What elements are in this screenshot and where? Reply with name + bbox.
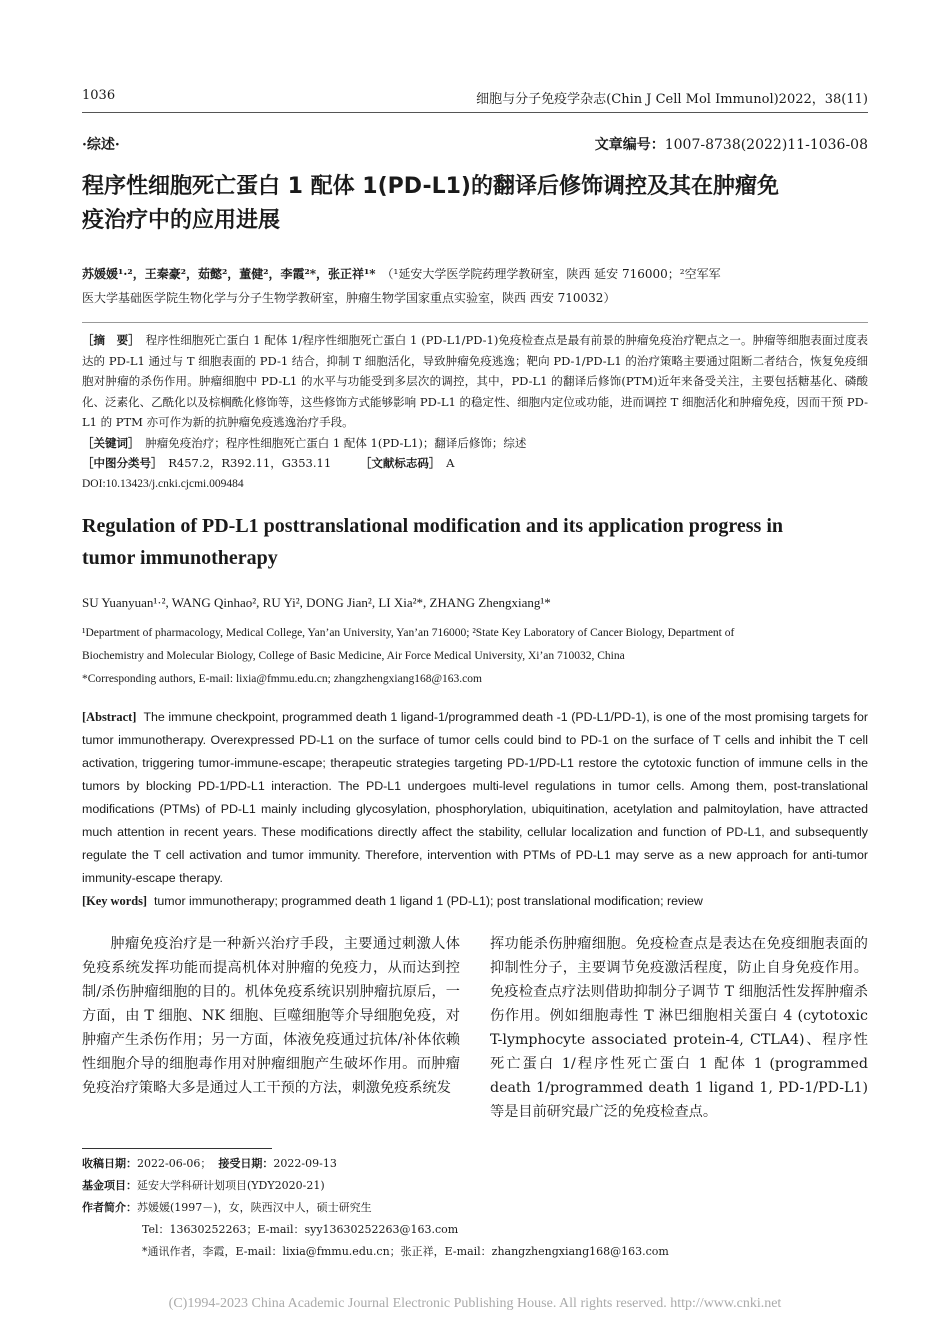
received-label: 收稿日期： <box>82 1157 137 1170</box>
clc-label: ［中图分类号］ <box>82 456 157 470</box>
english-affiliation-line: ¹Department of pharmacology, Medical College, Yan’an University, Yan’an 716000; ²State Key Laboratory of Cancer Biology, Department of <box>82 627 735 639</box>
author-bio-label: 作者简介： <box>82 1201 137 1214</box>
english-affiliation-line: Biochemistry and Molecular Biology, College of Basic Medicine, Air Force Medical University, Xi’an 710032, China <box>82 650 625 662</box>
corresponding-authors: *Corresponding authors, E-mail: lixia@fmmu.edu.cn; zhangzhengxiang168@163.com <box>82 673 482 685</box>
english-authors: SU Yuanyuan¹·², WANG Qinhao², RU Yi², DONG Jian², LI Xia²*, ZHANG Zhengxiang¹* <box>82 595 551 610</box>
fund-label: 基金项目： <box>82 1179 137 1192</box>
footnote-corresponding: *通讯作者，李霞，E-mail：lixia@fmmu.edu.cn；张正祥，E-mail：zhangzhengxiang168@163.com <box>142 1245 669 1258</box>
chinese-affiliation: 医大学基础医学院生物化学与分子生物学教研室，肿瘤生物学国家重点实验室，陕西 西安 710032） <box>82 291 616 305</box>
article-number <box>595 134 868 154</box>
chinese-title-line: 疫治疗中的应用进展 <box>82 208 281 233</box>
footnote-author <box>82 1198 372 1218</box>
english-abstract <box>82 706 868 913</box>
clc-value: R457.2，R392.11，G353.11 <box>168 456 332 470</box>
footnote-contact: Tel：13630252263；E-mail：syy13630252263@163.com <box>142 1223 459 1236</box>
chinese-affiliation: （¹延安大学医学院药理学教研室，陕西 延安 716000；²空军军 <box>387 267 721 281</box>
body-left-column <box>82 932 460 1100</box>
body-paragraph: 肿瘤免疫治疗是一种新兴治疗手段，主要通过刺激人体免疫系统发挥功能而提高机体对肿瘤的免疫力，从而达到控制/杀伤肿瘤细胞的目的。机体免疫系统识别肿瘤抗原后，一方面，由 T 细胞、NK 细胞、巨噬细胞等介导细胞免疫，对肿瘤产生杀伤作用；另一方面，体液免疫通过抗体/补体依赖性细胞介导的细胞毒作用对肿瘤细胞产生破坏作用。而肿瘤免疫治疗策略大多是通过人工干预的方法，刺激免疫系统发 <box>82 936 460 1096</box>
fund-value: 延安大学科研计划项目(YDY2020-21) <box>137 1179 325 1192</box>
section-label: ·综述· <box>82 137 120 153</box>
footnote-dates <box>82 1154 337 1174</box>
chinese-title-line: 程序性细胞死亡蛋白 1 配体 1(PD-L1)的翻译后修饰调控及其在肿瘤免 <box>82 174 779 199</box>
body-right-column <box>490 932 868 1124</box>
english-abstract-text: The immune checkpoint, programmed death 1 ligand-1/programmed death -1 (PD-L1/PD-1), is one of the most promising targets for tumor immunotherapy. Overexpressed PD-L1 on the surface of tumor cells could bind to PD-1 on the surface of T cells and inhibit the T cell activation, triggering tumor-immune-escape; therapeutic strategies targeting PD-1/PD-L1 restore the cytotoxic function of immune cells in the tumors by blocking PD-1/PD-L1 interaction. The PD-L1 undergoes multi-level regulations in tumor cells. Among them, post-translational modifications (PTMs) of PD-L1 mainly including glycosylation, phosphorylation, ubiquitination, acetylation and palmitoylation, have attracted much attention in recent years. These modifications directly affect the stability, cellular localization and function of PD-L1, and subsequently regulate the T cell activation and tumor immunity. Therefore, intervention with PTMs of PD-L1 may serve as a new approach for anti-tumor immunity-escape therapy. <box>82 710 868 885</box>
abstract-label: ［摘 要］ <box>82 333 135 347</box>
abstract-rule <box>82 322 868 323</box>
header-rule <box>82 112 868 113</box>
english-title-line: Regulation of PD-L1 posttranslational modification and its application progress in <box>82 515 783 537</box>
keywords-label: ［关键词］ <box>82 435 134 450</box>
english-keywords-label: [Key words] <box>82 894 148 908</box>
keywords-text: 肿瘤免疫治疗；程序性细胞死亡蛋白 1 配体 1(PD-L1)；翻译后修饰；综述 <box>145 435 527 450</box>
article-number-label: 文章编号： <box>594 137 665 153</box>
english-title <box>82 510 872 574</box>
accepted-label: 接受日期： <box>218 1157 274 1170</box>
journal-header: 细胞与分子免疫学杂志(Chin J Cell Mol Immunol)2022，38(11) <box>476 92 868 107</box>
body-paragraph: 挥功能杀伤肿瘤细胞。免疫检查点是表达在免疫细胞表面的抑制性分子，主要调节免疫激活程度，防止自身免疫作用。免疫检查点疗法则借助抑制分子调节 T 细胞活性发挥肿瘤杀伤作用。例如细胞毒性 T 淋巴细胞相关蛋白 4 (cytotoxic T-lymphocyte associated protein-4, CTLA4)、程序性死亡蛋白 1/程序性死亡蛋白 1 配体 1 (programmed death 1/programmed death 1 ligand 1, PD-1/PD-L1)等是目前研究最广泛的免疫检查点。 <box>490 936 868 1120</box>
english-affiliations <box>82 622 868 691</box>
doccode-value: A <box>446 456 455 470</box>
chinese-authors <box>82 262 868 310</box>
chinese-title <box>82 170 872 238</box>
received-date: 2022-06-06； <box>137 1157 212 1170</box>
abstract-text: 程序性细胞死亡蛋白 1 配体 1/程序性细胞死亡蛋白 1 (PD-L1/PD-1)免疫检查点是最有前景的肿瘤免疫治疗靶点之一。肿瘤等细胞表面过度表达的 PD-L1 通过与 T 细胞表面的 PD-1 结合，抑制 T 细胞活化，导致肿瘤免疫逃逸；靶向 PD-1/PD-L1 的治疗策略主要通过阻断二者结合，恢复免疫细胞对肿瘤的杀伤作用。肿瘤细胞中 PD-L1 的水平与功能受到多层次的调控，其中，PD-L1 的翻译后修饰(PTM)近年来备受关注，主要包括糖基化、磷酸化、泛素化、乙酰化以及棕榈酰化修饰等，这些修饰方式能够影响 PD-L1 的稳定性、细胞内定位或功能，进而调控 T 细胞活化和肿瘤免疫，因而干预 PD-L1 的 PTM 亦可作为新的抗肿瘤免疫逃逸治疗手段。 <box>82 333 869 429</box>
doccode-label: ［文献标志码］ <box>365 456 435 470</box>
chinese-author-names: 苏媛媛¹·²，王秦豪²，茹懿²，董健²，李霞²*，张正祥¹* <box>82 267 376 281</box>
author-bio: 苏媛媛(1997－)，女，陕西汉中人，硕士研究生 <box>137 1201 372 1214</box>
doi: DOI:10.13423/j.cnki.cjcmi.009484 <box>82 477 244 490</box>
english-keywords-text: tumor immunotherapy; programmed death 1 ligand 1 (PD-L1); post translational modification; review <box>153 894 703 908</box>
footnote-rule <box>82 1148 272 1149</box>
copyright-watermark: (C)1994-2023 China Academic Journal Electronic Publishing House. All rights reserved. http://www.cnki.net <box>168 1296 782 1311</box>
accepted-date: 2022-09-13 <box>273 1157 337 1170</box>
english-title-line: tumor immunotherapy <box>82 547 278 569</box>
page-number: 1036 <box>82 88 116 103</box>
footnote-fund <box>82 1176 325 1196</box>
article-number-value: 1007-8738(2022)11-1036-08 <box>664 137 868 153</box>
chinese-abstract <box>82 330 868 494</box>
english-abstract-label: [Abstract] <box>82 710 137 724</box>
